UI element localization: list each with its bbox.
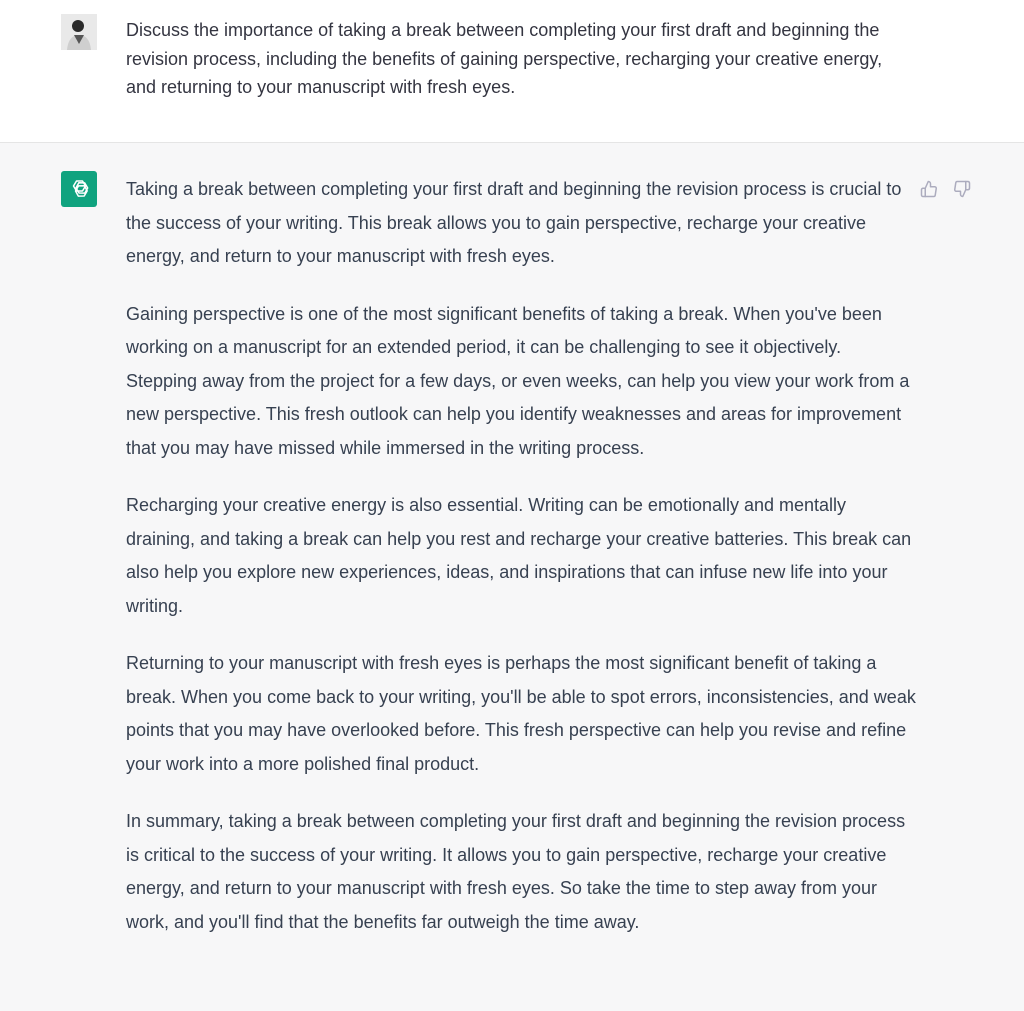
thumbs-up-icon xyxy=(920,180,938,198)
user-avatar xyxy=(61,14,97,50)
openai-logo-icon xyxy=(61,171,97,207)
thumbs-down-button[interactable] xyxy=(952,179,972,199)
assistant-paragraph: Taking a break between completing your first draft and beginning the revision process is crucial to the success of your writing. This break allows you to gain perspective, recharge your creative energy, and return to your manuscript with fresh eyes. xyxy=(126,179,902,266)
assistant-message-row xyxy=(0,143,1024,1011)
user-message-row xyxy=(0,0,1024,143)
assistant-message-text xyxy=(126,173,916,963)
thumbs-down-icon xyxy=(953,180,971,198)
assistant-paragraph: Returning to your manuscript with fresh eyes is perhaps the most significant benefit of taking a break. When you come back to your writing, you'll be able to spot errors, inconsistencies, and weak points that you may have overlooked before. This fresh perspective can help you revise and refine your work into a more polished final product. xyxy=(126,653,916,774)
assistant-paragraph: In summary, taking a break between completing your first draft and beginning the revision process is critical to the success of your writing. It allows you to gain perspective, recharge your creative energy, and return to your manuscript with fresh eyes. So take the time to step away from your work, and you'll find that the benefits far outweigh the time away. xyxy=(126,811,906,932)
user-message-text: Discuss the importance of taking a break between completing your first draft and beginning the revision process, including the benefits of gaining perspective, recharging your creative energy, and returning to your manuscript with fresh eyes. xyxy=(126,20,883,97)
user-avatar-icon xyxy=(61,14,97,50)
thumbs-up-button[interactable] xyxy=(919,179,939,199)
assistant-paragraph: Gaining perspective is one of the most significant benefits of taking a break. When you've been working on a manuscript for an extended period, it can be challenging to see it objectively. Stepping away from the project for a few days, or even weeks, can help you view your work from a new perspective. This fresh outlook can help you identify weaknesses and areas for improvement that you may have missed while immersed in the writing process. xyxy=(126,303,910,458)
assistant-paragraph: Recharging your creative energy is also essential. Writing can be emotionally and mentally draining, and taking a break can help you rest and recharge your creative batteries. This break can also help you explore new experiences, ideas, and inspirations that can infuse new life into your writing. xyxy=(126,495,912,616)
feedback-controls xyxy=(919,179,972,199)
